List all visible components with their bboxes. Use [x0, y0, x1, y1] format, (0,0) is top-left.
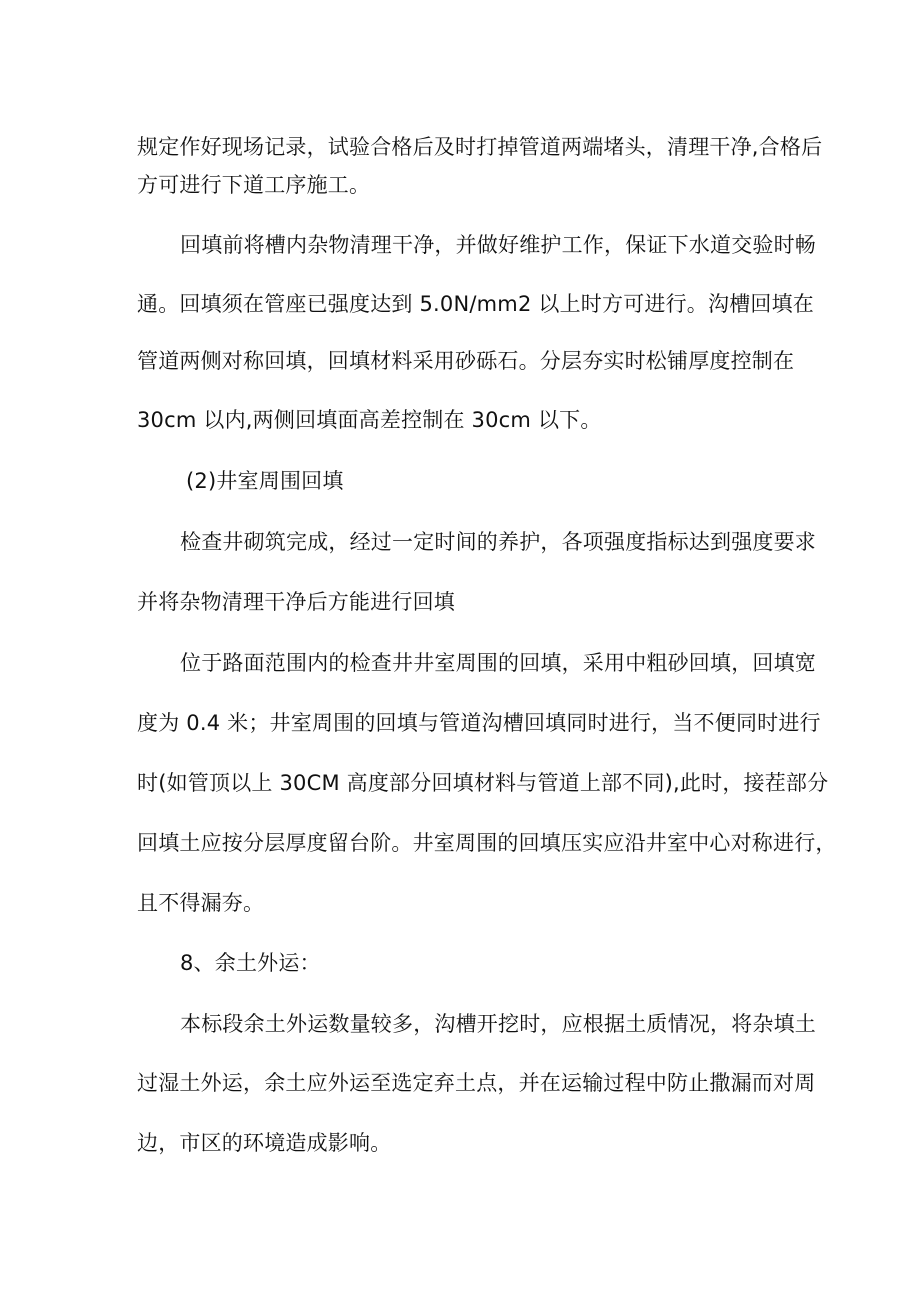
paragraph-2-line-2: 通。回填须在管座已强度达到 5.0N/mm2 以上时方可进行。沟槽回填在	[137, 292, 815, 316]
paragraph-1-line-2: 方可进行下道工序施工。	[137, 173, 371, 197]
paragraph-4-line-3: 时(如管顶以上 30CM 高度部分回填材料与管道上部不同),此时，接茬部分	[137, 771, 829, 795]
paragraph-2-line-4: 30cm 以内,两侧回填面高差控制在 30cm 以下。	[137, 408, 602, 432]
paragraph-2-line-1: 回填前将槽内杂物清理干净，并做好维护工作，保证下水道交验时畅	[180, 233, 816, 257]
paragraph-4-line-1: 位于路面范围内的检查井井室周围的回填，采用中粗砂回填，回填宽	[180, 651, 816, 675]
paragraph-3-line-2: 并将杂物清理干净后方能进行回填	[137, 590, 455, 614]
paragraph-4-line-2: 度为 0.4 米；井室周围的回填与管道沟槽回填同时进行，当不便同时进行	[137, 711, 821, 735]
paragraph-1-line-1: 规定作好现场记录，试验合格后及时打掉管道两端堵头，清理干净,合格后	[137, 135, 823, 159]
paragraph-5-line-3: 边，市区的环境造成影响。	[137, 1131, 392, 1155]
paragraph-4-line-4: 回填土应按分层厚度留台阶。井室周围的回填压实应沿井室中心对称进行，	[137, 831, 837, 855]
section-heading: (2)井室周围回填	[186, 469, 344, 493]
paragraph-2-line-3: 管道两侧对称回填，回填材料采用砂砾石。分层夯实时松铺厚度控制在	[137, 349, 795, 373]
paragraph-3-line-1: 检查井砌筑完成，经过一定时间的养护，各项强度指标达到强度要求	[180, 530, 816, 554]
paragraph-5-line-1: 本标段余土外运数量较多，沟槽开挖时，应根据土质情况，将杂填土	[180, 1012, 816, 1036]
paragraph-5-line-2: 过湿土外运，余土应外运至选定弃土点，并在运输过程中防止撒漏而对周	[137, 1071, 816, 1095]
section-8-heading: 8、余土外运：	[180, 951, 321, 975]
paragraph-4-line-5: 且不得漏夯。	[137, 891, 265, 915]
